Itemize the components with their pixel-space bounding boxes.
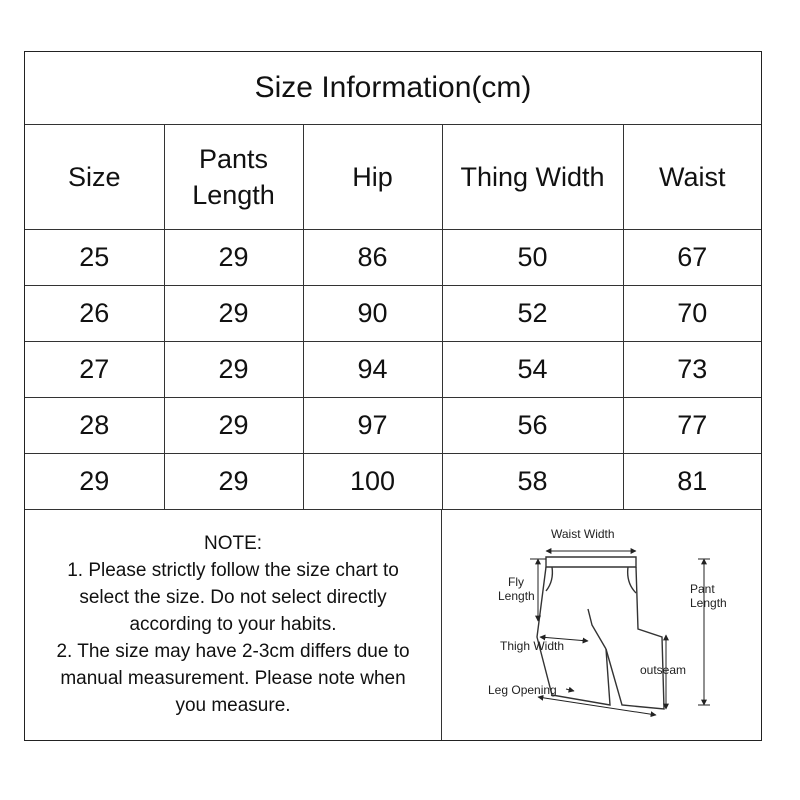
note-line: 1. Please strictly follow the size chart to — [67, 560, 399, 581]
svg-text:Waist Width: Waist Width — [551, 527, 615, 541]
cell-size: 26 — [25, 286, 164, 342]
pant-length-marker — [690, 559, 727, 705]
cell-size: 25 — [25, 230, 164, 286]
chart-title: Size Information(cm) — [25, 52, 761, 125]
note-line: manual measurement. Please note when — [60, 668, 406, 689]
cell-waist: 81 — [623, 454, 761, 510]
table-row — [25, 286, 761, 342]
table-row — [25, 454, 761, 510]
bottom-section — [25, 509, 761, 740]
svg-text:Thigh Width: Thigh Width — [500, 639, 565, 653]
pants-measurement-diagram — [442, 509, 761, 740]
header-hip: Hip — [303, 124, 442, 230]
cell-pants-length: 29 — [164, 398, 303, 454]
cell-pants-length: 29 — [164, 454, 303, 510]
cell-hip: 90 — [303, 286, 442, 342]
cell-size: 29 — [25, 454, 164, 510]
svg-text:Length: Length — [498, 589, 535, 603]
table-row — [25, 342, 761, 398]
cell-thigh-width: 56 — [442, 398, 623, 454]
header-row — [25, 124, 761, 230]
cell-thigh-width: 58 — [442, 454, 623, 510]
cell-waist: 77 — [623, 398, 761, 454]
header-thigh-width: Thing Width — [442, 124, 623, 230]
cell-waist: 73 — [623, 342, 761, 398]
svg-text:Pant: Pant — [690, 582, 715, 596]
size-chart-frame — [24, 51, 762, 741]
thigh-width-marker — [500, 637, 588, 653]
header-size: Size — [25, 124, 164, 230]
note-box — [25, 509, 442, 740]
cell-thigh-width: 50 — [442, 230, 623, 286]
header-waist: Waist — [623, 124, 761, 230]
table-row — [25, 398, 761, 454]
svg-text:outseam: outseam — [640, 663, 687, 677]
cell-thigh-width: 52 — [442, 286, 623, 342]
note-heading: NOTE: — [203, 533, 263, 554]
cell-pants-length: 29 — [164, 342, 303, 398]
cell-hip: 86 — [303, 230, 442, 286]
cell-size: 28 — [25, 398, 164, 454]
cell-hip: 100 — [303, 454, 442, 510]
note-line: 2. The size may have 2-3cm differs due to — [56, 641, 410, 662]
waist-width-marker — [546, 527, 636, 551]
cell-thigh-width: 54 — [442, 342, 623, 398]
header-pants-length: Pants Length — [164, 124, 303, 230]
table-row — [25, 230, 761, 286]
cell-size: 27 — [25, 342, 164, 398]
note-line: according to your habits. — [129, 614, 337, 635]
note-line: you measure. — [175, 695, 291, 716]
size-table — [25, 124, 761, 510]
cell-waist: 67 — [623, 230, 761, 286]
svg-text:Length: Length — [690, 596, 727, 610]
cell-pants-length: 29 — [164, 286, 303, 342]
svg-text:Leg Opening: Leg Opening — [488, 683, 557, 697]
note-line: select the size. Do not select directly — [79, 587, 387, 608]
pants-diagram-svg — [442, 509, 761, 740]
cell-hip: 94 — [303, 342, 442, 398]
cell-hip: 97 — [303, 398, 442, 454]
cell-waist: 70 — [623, 286, 761, 342]
fly-length-marker — [498, 559, 546, 621]
cell-pants-length: 29 — [164, 230, 303, 286]
svg-text:Fly: Fly — [508, 575, 524, 589]
